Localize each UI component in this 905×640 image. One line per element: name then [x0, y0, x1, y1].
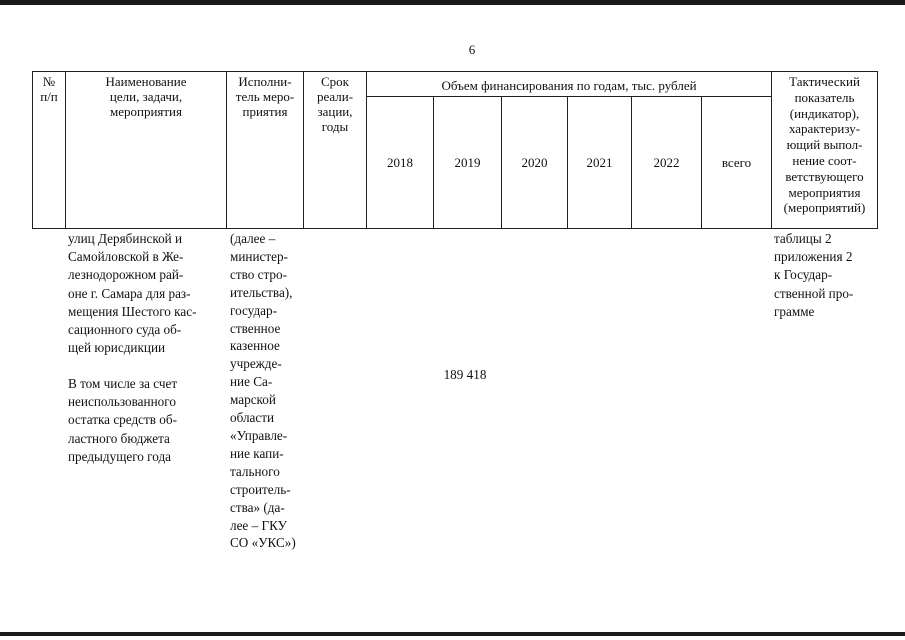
header-indicator: Тактический показатель (индикатор), характеризу- ющий выпол- нение соот- ветствующего мероприятия (мероприятий)	[783, 74, 866, 216]
table-border-top	[32, 71, 878, 72]
row-indicator-text: таблицы 2 приложения 2 к Государ- ственной про- грамме	[774, 231, 854, 319]
header-num: № п/п	[40, 74, 58, 104]
header-divider	[32, 228, 878, 229]
col-line-6	[877, 71, 878, 229]
page-number: 6	[468, 42, 476, 57]
row-name-text: улиц Дерябинской и Самойловской в Же- лезнодорожном рай- оне г. Самара для раз- мещения Шестого кас- сационного суда об- щей юрисдикции	[68, 231, 197, 356]
col-line-4	[366, 71, 367, 229]
row-executor-text: (далее – министер- ство стро- ительства), государ- ственное казенное учрежде- ние Са- марской области «Управле- ние капи- тального строитель- ства» (да- лее – ГКУ СО «УКС»)	[230, 231, 296, 551]
scan-border-top	[0, 0, 905, 5]
year-2020: 2020	[521, 155, 548, 170]
year-2019: 2019	[454, 155, 481, 170]
year-total: всего	[721, 155, 752, 170]
header-funding: Объем финансирования по годам, тыс. рублей	[441, 78, 697, 93]
row-name-subtext: В том числе за счет неиспользованного остатка средств об- ластного бюджета предыдущего года	[68, 376, 178, 464]
funding-subheader-divider	[366, 96, 771, 97]
row-amount-2019: 189 418	[443, 367, 487, 382]
header-name: Наименование цели, задачи, мероприятия	[105, 74, 187, 119]
header-executor: Исполни- тель меро- приятия	[235, 74, 295, 119]
scan-border-bottom	[0, 632, 905, 636]
year-2021: 2021	[586, 155, 613, 170]
year-2018: 2018	[387, 155, 413, 170]
year-2022: 2022	[653, 155, 680, 170]
header-term: Срок реали- зации, годы	[316, 74, 354, 134]
